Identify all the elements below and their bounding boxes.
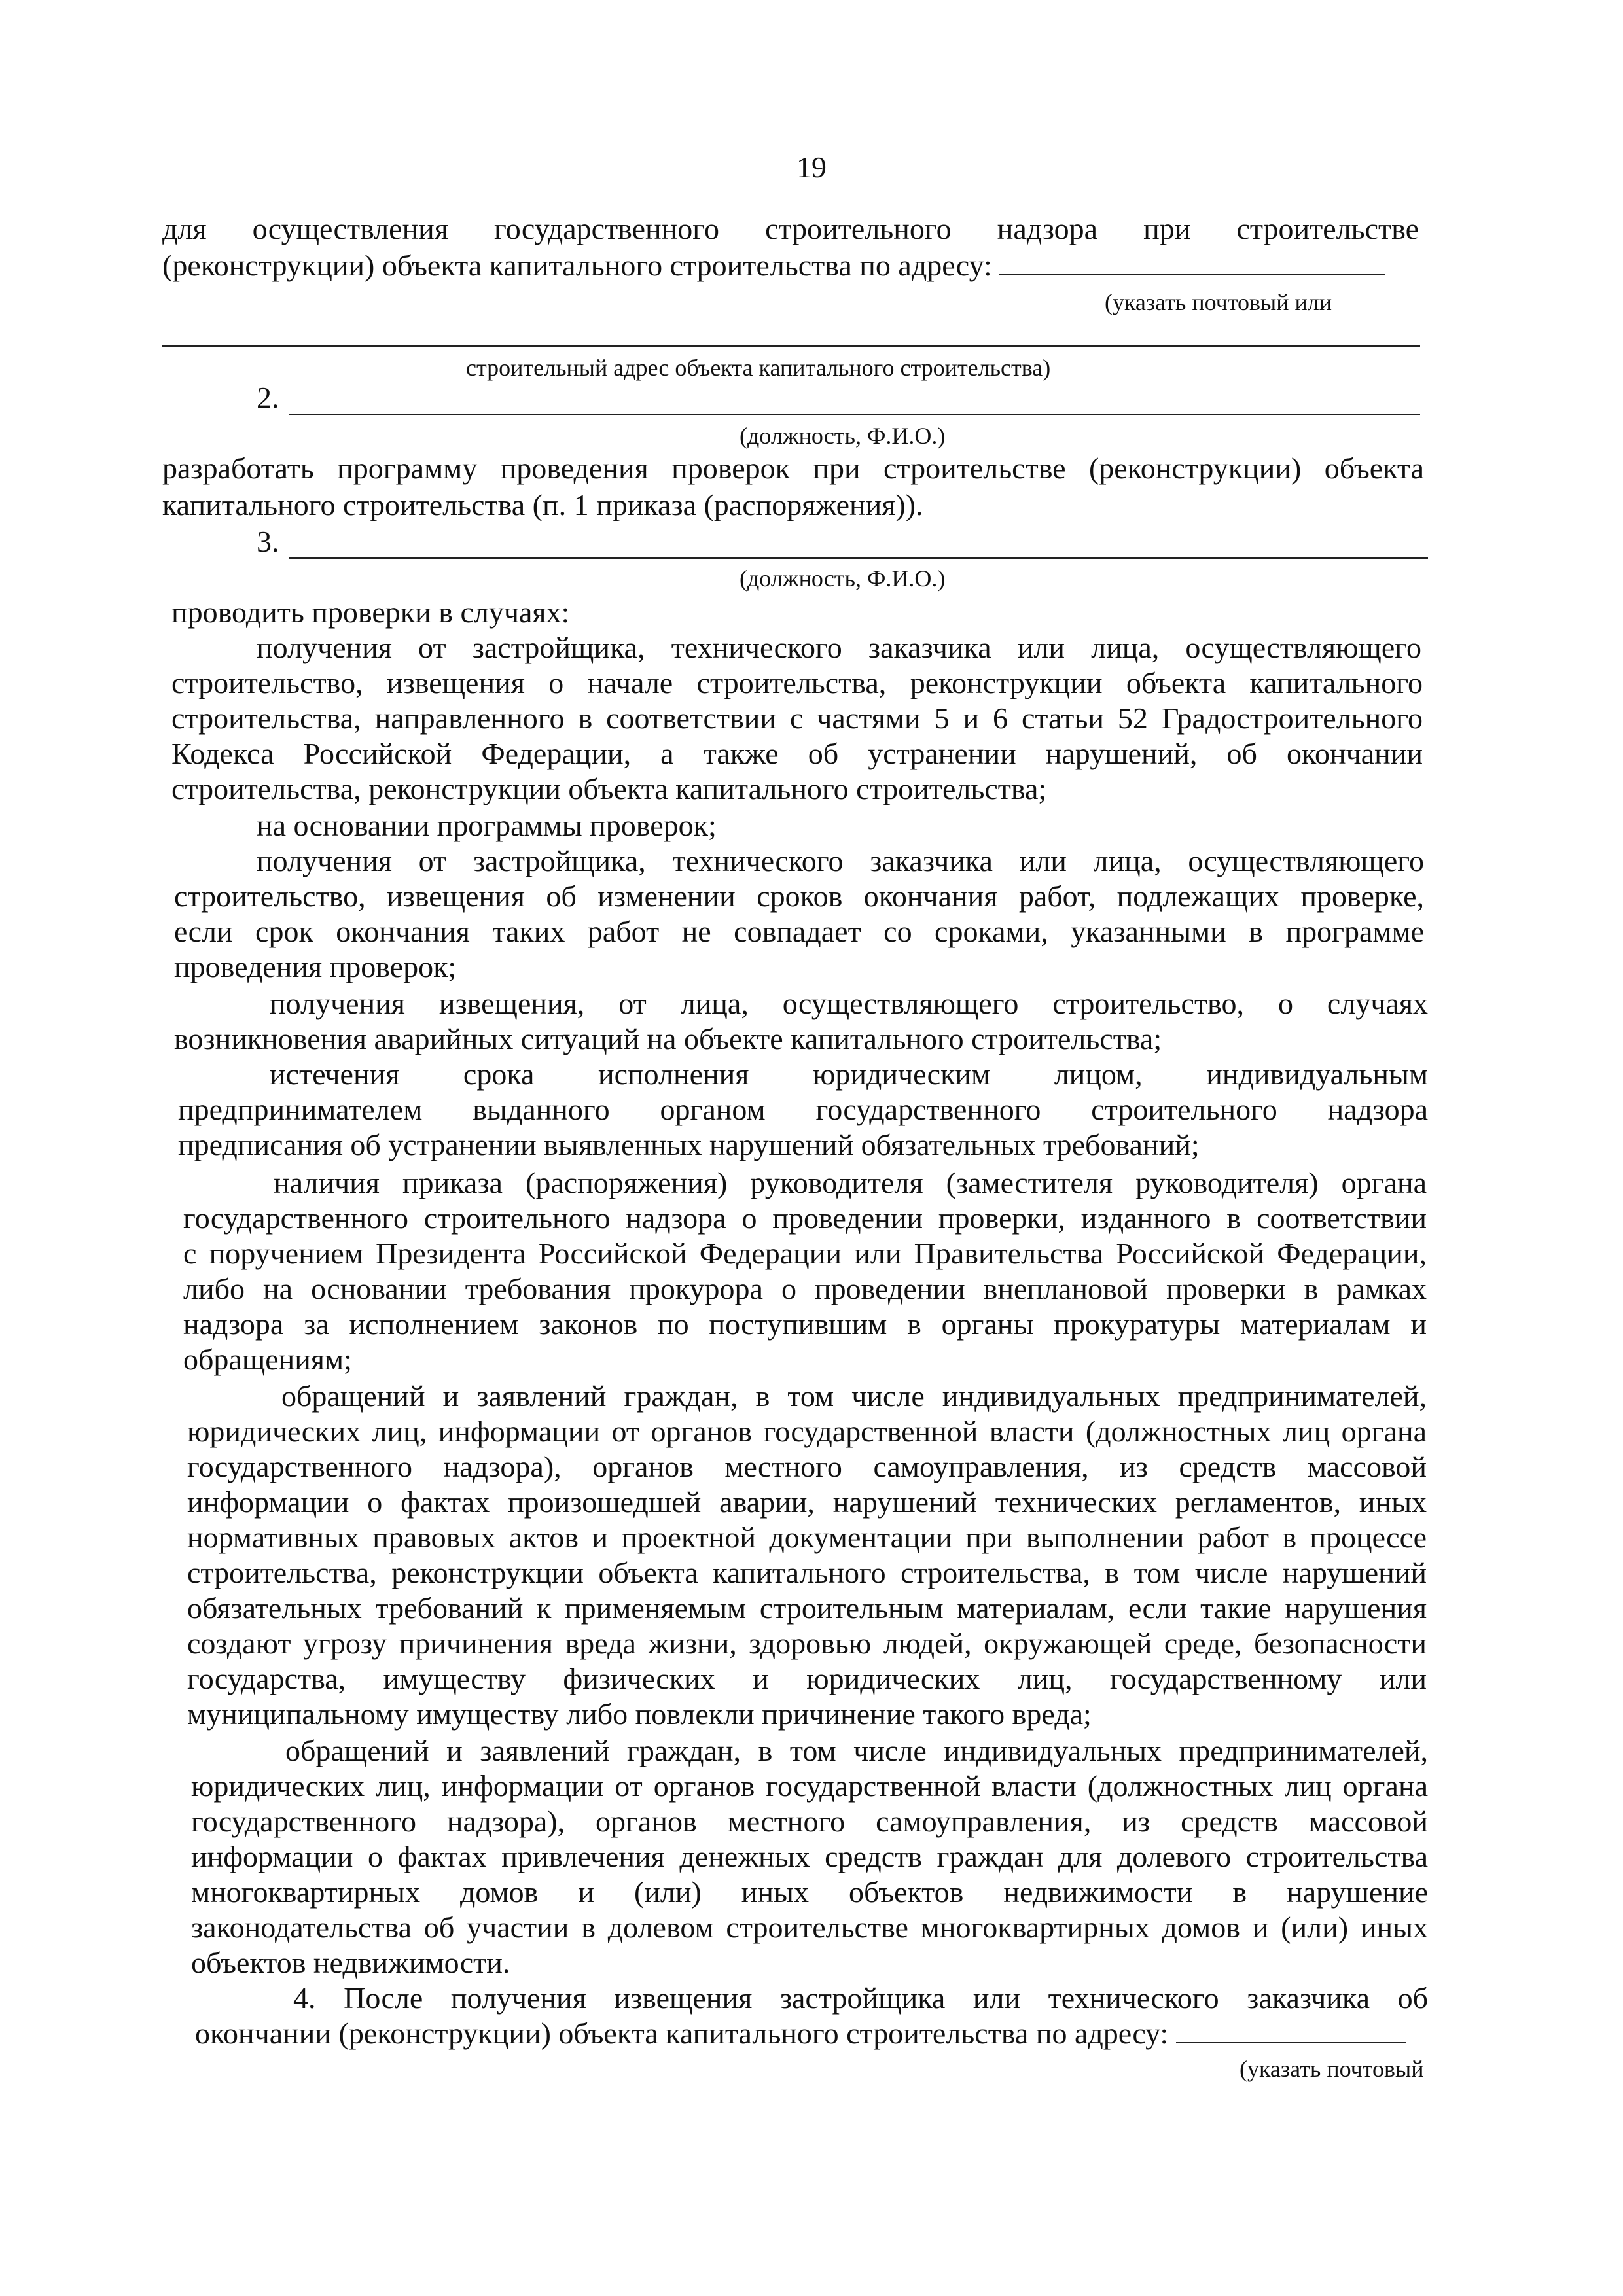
text-line: строительство, извещения о начале строительства, реконструкции объекта капитального [171,666,1423,699]
text-line: обращений и заявлений граждан, в том числе индивидуальных предпринимателей, [281,1379,1427,1413]
text-line: получения от застройщика, технического заказчика или лица, осуществляющего [257,844,1424,877]
text-line: получения от застройщика, технического заказчика или лица, осуществляющего [257,631,1421,664]
fill-in-blank [162,345,1420,347]
text-line: окончании (реконструкции) объекта капитального строительства по адресу: [195,2015,1406,2052]
field-hint: (указать почтовый или [1105,289,1332,315]
text-line: строительства, реконструкции объекта капитального строительства, в том числе нарушений [187,1556,1427,1589]
text-line: с поручением Президента Российской Федерации или Правительства Российской Федерации, [183,1237,1427,1270]
text-line: проводить проверки в случаях: [171,595,570,629]
text-line: государства, имуществу физических и юридических лиц, государственному или [187,1662,1427,1695]
page-number: 19 [796,150,827,184]
text-line: для осуществления государственного строительного надзора при строительстве [162,212,1419,245]
text-line: государственного надзора), органов местного самоуправления, из средств массовой [191,1805,1428,1838]
text-line: 4. После получения извещения застройщика или технического заказчика об [293,1981,1428,2015]
text-line: информации о фактах привлечения денежных средств граждан для долевого строительства [191,1840,1428,1873]
text-line: строительства, реконструкции объекта капитального строительства; [171,772,1047,805]
text-line: многоквартирных домов и (или) иных объектов недвижимости в нарушение [191,1875,1428,1909]
text-line: нормативных правовых актов и проектной документации при выполнении работ в процессе [187,1521,1427,1554]
text-line: (реконструкции) объекта капитального строительства по адресу: [162,247,1385,284]
fill-in-blank [289,414,1420,415]
text-line: наличия приказа (распоряжения) руководителя (заместителя руководителя) органа [274,1166,1427,1199]
text-line: обращениям; [183,1343,352,1376]
field-hint: (должность, Ф.И.О.) [740,565,946,592]
item-number: 2. [257,381,279,414]
text-line: капитального строительства (п. 1 приказа (распоряжения)). [162,488,923,521]
text-line: юридических лиц, информации от органов государственной власти (должностных лиц органа [187,1415,1427,1448]
text-line: либо на основании требования прокурора о проведении внеплановой проверки в рамках [183,1272,1427,1305]
fill-in-blank [1176,2042,1406,2043]
text-line: строительство, извещения об изменении сроков окончания работ, подлежащих проверке, [174,879,1424,913]
text-line: информации о фактах произошедшей аварии, нарушений технических регламентов, иных [187,1485,1427,1519]
text-line: юридических лиц, информации от органов государственной власти (должностных лиц органа [191,1769,1428,1803]
text-line: государственного надзора), органов местного самоуправления, из средств массовой [187,1450,1427,1483]
text-line: объектов недвижимости. [191,1946,510,1979]
text-line: обращений и заявлений граждан, в том числе индивидуальных предпринимателей, [285,1734,1428,1767]
text-line: истечения срока исполнения юридическим лицом, индивидуальным [270,1057,1428,1091]
fill-in-blank [999,274,1385,275]
text-line: обязательных требований к применяемым строительным материалам, если такие нарушения [187,1591,1427,1625]
item-number: 3. [257,525,279,558]
text-line: предписания об устранении выявленных нарушений обязательных требований; [178,1128,1200,1161]
text-line: разработать программу проведения проверок при строительстве (реконструкции) объекта [162,451,1424,485]
field-hint: строительный адрес объекта капитального строительства) [466,355,1051,381]
text-line: надзора за исполнением законов по поступившим в органы прокуратуры материалам и [183,1307,1427,1341]
text-line: Кодекса Российской Федерации, а также об устранении нарушений, об окончании [171,737,1423,770]
field-hint: (должность, Ф.И.О.) [740,423,946,449]
text-line: возникновения аварийных ситуаций на объекте капитального строительства; [174,1022,1162,1055]
text-line: создают угрозу причинения вреда жизни, здоровью людей, окружающей среде, безопасности [187,1627,1427,1660]
field-hint: (указать почтовый [1240,2056,1424,2082]
fill-in-blank [289,557,1428,559]
text-line: муниципальному имуществу либо повлекли причинение такого вреда; [187,1697,1092,1731]
text-line: предпринимателем выданного органом государственного строительного надзора [178,1093,1428,1126]
text-line: государственного строительного надзора о проведении проверки, изданного в соответствии [183,1201,1427,1235]
text-line: на основании программы проверок; [257,809,717,842]
text-line: проведения проверок; [174,950,457,983]
text-line: строительства, направленного в соответствии с частями 5 и 6 статьи 52 Градостроительного [171,701,1423,735]
text-line: если срок окончания таких работ не совпадает со сроками, указанными в программе [174,915,1424,948]
text-line: получения извещения, от лица, осуществляющего строительство, о случаях [270,987,1428,1020]
text-line: законодательства об участии в долевом строительстве многоквартирных домов и (или) иных [191,1911,1428,1944]
